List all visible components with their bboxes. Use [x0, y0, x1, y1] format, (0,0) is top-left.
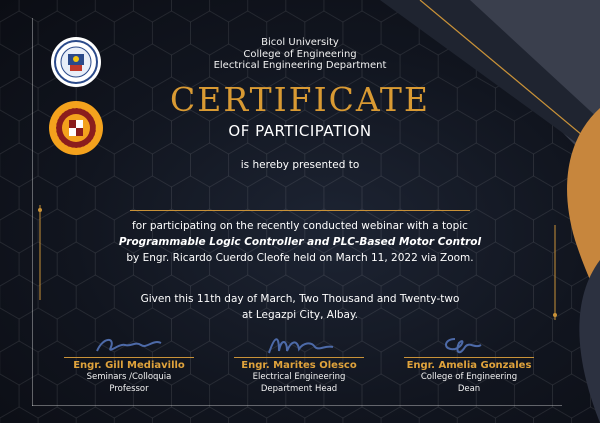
- signature-line-2: [234, 357, 364, 358]
- signature-3: [429, 333, 509, 357]
- recipient-underline: [130, 210, 470, 211]
- signatory-2-role-2: Department Head: [260, 384, 338, 394]
- institution-header: [60, 37, 540, 72]
- signatory-2: [224, 333, 374, 395]
- signatory-2-role-1: Electrical Engineering: [252, 372, 346, 382]
- certificate-subtitle: OF PARTICIPATION: [228, 122, 372, 140]
- right-gold-dot: [553, 313, 557, 317]
- webinar-topic: Programmable Logic Controller and PLC-Based Motor Control: [118, 236, 482, 248]
- left-gold-dot: [38, 208, 42, 212]
- body-line-3: by Engr. Ricardo Cuerdo Cleofe held on March 11, 2022 via Zoom.: [126, 252, 474, 264]
- signatory-2-name: Engr. Marites Olesco: [241, 360, 357, 371]
- body-line-1: for participating on the recently conducted webinar with a topic: [132, 220, 468, 232]
- signatory-1: [54, 333, 204, 395]
- signatory-3: [394, 333, 544, 395]
- certificate-title: CERTIFICATE: [170, 80, 430, 119]
- signatory-1-role-1: Seminars /Colloquia: [86, 372, 172, 382]
- college-name: College of Engineering: [243, 48, 357, 60]
- signatory-1-name: Engr. Gill Mediavillo: [73, 360, 185, 371]
- signature-1: [89, 333, 169, 357]
- signature-2: [259, 333, 339, 357]
- frame-left: [32, 18, 33, 406]
- given-statement: [60, 291, 540, 323]
- signature-line-3: [404, 357, 534, 358]
- frame-bottom: [32, 405, 562, 406]
- right-slate-curve: [579, 260, 600, 423]
- signature-line-1: [64, 357, 194, 358]
- recipient-name: [150, 175, 450, 203]
- signatory-1-role-2: Professor: [109, 384, 149, 394]
- given-line-1: Given this 11th day of March, Two Thousand and Twenty-two: [140, 293, 460, 305]
- signatory-3-role-2: Dean: [457, 384, 481, 394]
- given-line-2: at Legazpi City, Albay.: [241, 309, 359, 321]
- signatory-3-name: Engr. Amelia Gonzales: [406, 360, 532, 371]
- certificate-body: [60, 218, 540, 266]
- presented-text: is hereby presented to: [240, 159, 360, 171]
- signatory-3-role-1: College of Engineering: [420, 372, 518, 382]
- department-name: Electrical Engineering Department: [213, 60, 387, 71]
- university-name: Bicol University: [261, 37, 339, 48]
